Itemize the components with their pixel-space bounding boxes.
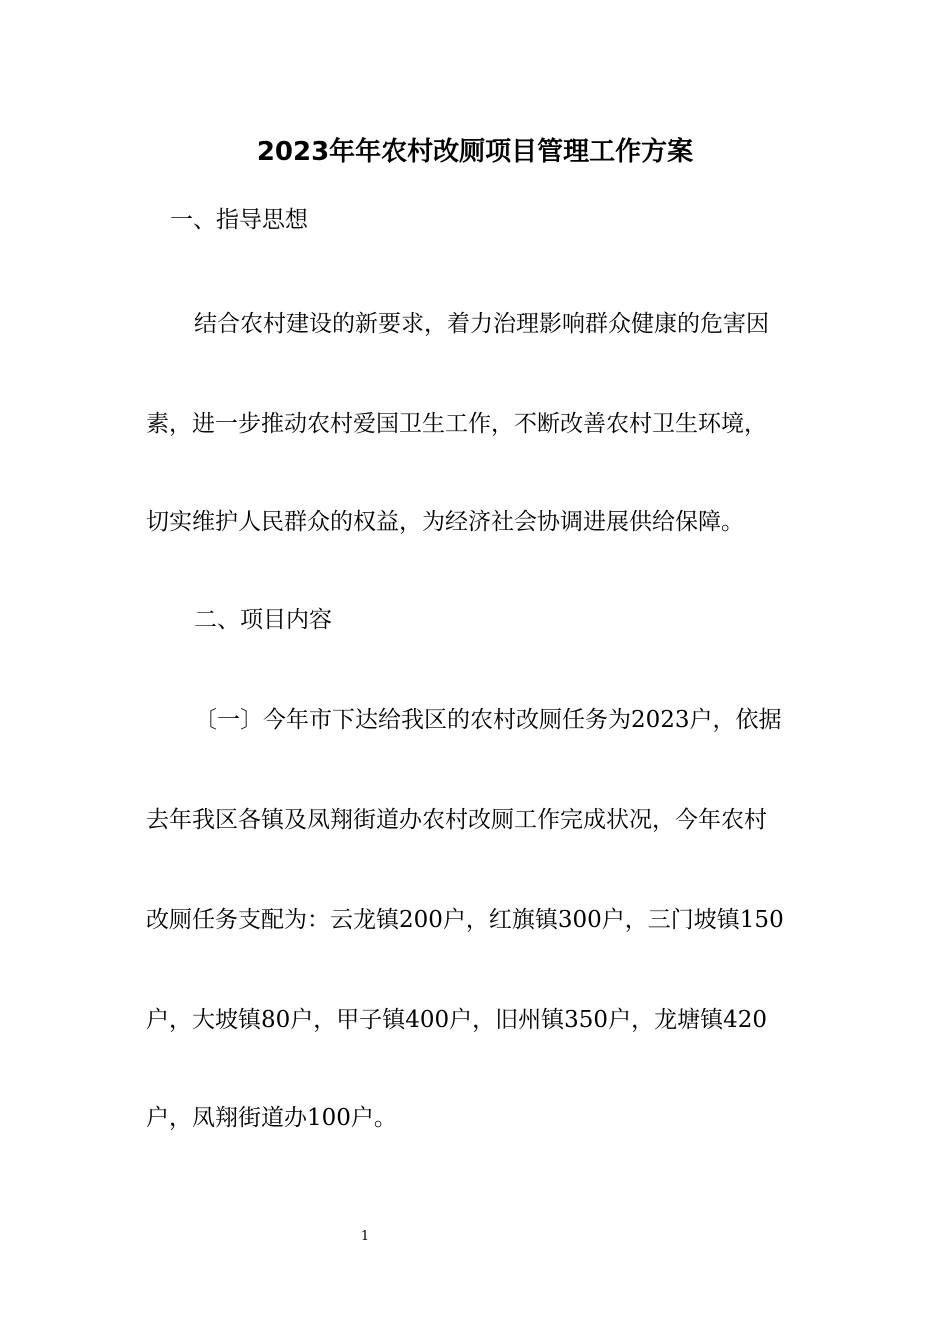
section-heading-project-content: 二、项目内容 bbox=[194, 607, 332, 633]
paragraph-line: 切实维护人民群众的权益，为经济社会协调进展供给保障。 bbox=[146, 509, 744, 535]
paragraph-line: 结合农村建设的新要求，着力治理影响群众健康的危害因 bbox=[194, 311, 769, 337]
paragraph-line: 户，大坡镇80户，甲子镇400户，旧州镇350户，龙塘镇420 bbox=[146, 1007, 767, 1033]
paragraph-line: 去年我区各镇及凤翔街道办农村改厕工作完成状况，今年农村 bbox=[146, 807, 767, 833]
document-title: 2023年年农村改厕项目管理工作方案 bbox=[256, 137, 694, 167]
page-number: 1 bbox=[360, 1229, 370, 1244]
paragraph-line: 户，凤翔街道办100户。 bbox=[146, 1105, 397, 1131]
paragraph-line: 素，进一步推动农村爱国卫生工作，不断改善农村卫生环境， bbox=[146, 411, 767, 437]
paragraph-line: 改厕任务支配为：云龙镇200户，红旗镇300户，三门坡镇150 bbox=[146, 907, 784, 933]
paragraph-line: 〔一〕今年市下达给我区的农村改厕任务为2023户，依据 bbox=[194, 707, 782, 733]
section-heading-guiding-ideology: 一、指导思想 bbox=[170, 207, 308, 233]
